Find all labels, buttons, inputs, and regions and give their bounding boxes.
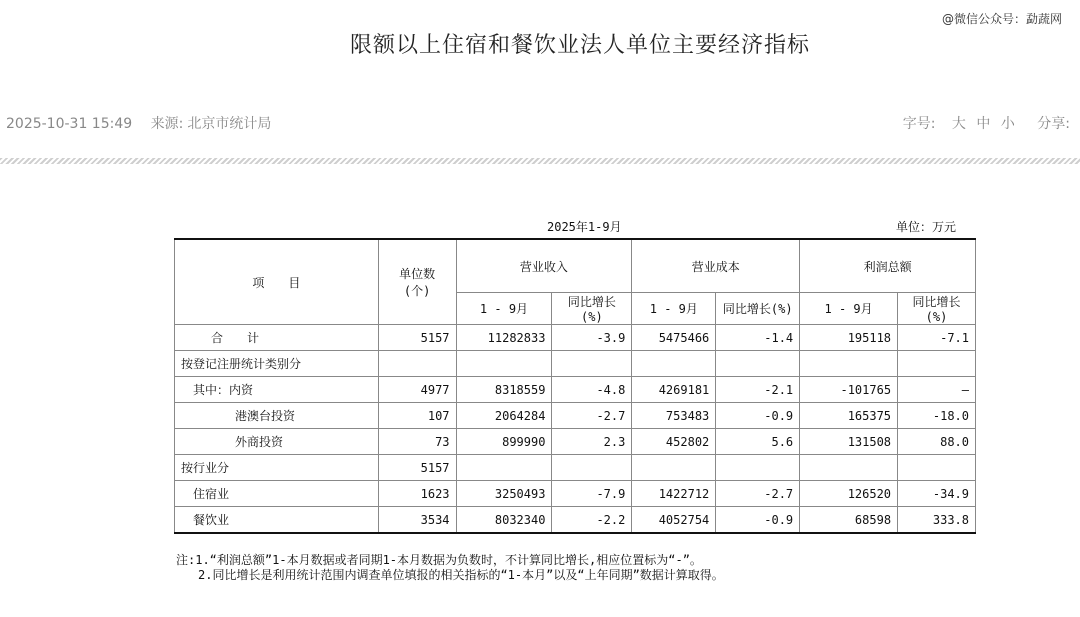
table-row	[175, 507, 976, 534]
header-cost: 营业成本	[632, 239, 800, 293]
cell-profit	[800, 351, 898, 377]
cell-revenue: 899990	[456, 429, 552, 455]
cell-cost-growth: -0.9	[716, 507, 800, 534]
header-units: 单位数 (个)	[378, 239, 456, 325]
cell-cost	[632, 351, 716, 377]
subheader-growth: 同比增长(%)	[898, 293, 976, 325]
cell-units: 5157	[378, 455, 456, 481]
cell-revenue: 8318559	[456, 377, 552, 403]
article-tools	[897, 113, 1070, 133]
section-divider	[0, 158, 1080, 164]
indicator-table	[174, 238, 976, 534]
publish-datetime: 2025-10-31 15:49	[6, 116, 133, 132]
row-label: 合 计	[175, 325, 379, 351]
article-title: 限额以上住宿和餐饮业法人单位主要经济指标	[349, 33, 810, 58]
table-notes	[176, 553, 724, 583]
cell-revenue: 8032340	[456, 507, 552, 534]
cell-units	[378, 351, 456, 377]
cell-profit: 131508	[800, 429, 898, 455]
cell-cost: 4052754	[632, 507, 716, 534]
cell-cost-growth: -1.4	[716, 325, 800, 351]
row-label: 住宿业	[175, 481, 379, 507]
note-2: 2.同比增长是利用统计范围内调查单位填报的相关指标的“1-本月”以及“上年同期”数据计算取得。	[198, 568, 724, 582]
note-1: 注:1.“利润总额”1-本月数据或者同期1-本月数据为负数时，不计算同比增长,相应位置标为“-”。	[176, 553, 702, 567]
table-header-row	[175, 239, 976, 293]
cell-revenue-growth: -7.9	[552, 481, 632, 507]
article-meta	[6, 113, 285, 133]
cell-profit: -101765	[800, 377, 898, 403]
cell-revenue: 2064284	[456, 403, 552, 429]
cell-units: 3534	[378, 507, 456, 534]
cell-profit: 126520	[800, 481, 898, 507]
cell-revenue-growth	[552, 455, 632, 481]
row-label: 按登记注册统计类别分	[175, 351, 379, 377]
font-size-large-button[interactable]: 大	[951, 116, 966, 132]
cell-units: 4977	[378, 377, 456, 403]
subheader-growth: 同比增长(%)	[552, 293, 632, 325]
table-row	[175, 429, 976, 455]
cell-cost-growth: -0.9	[716, 403, 800, 429]
cell-units: 5157	[378, 325, 456, 351]
subheader-period: 1 - 9月	[632, 293, 716, 325]
cell-profit-growth: 88.0	[898, 429, 976, 455]
cell-profit-growth: -18.0	[898, 403, 976, 429]
cell-cost-growth: 5.6	[716, 429, 800, 455]
cell-profit: 195118	[800, 325, 898, 351]
cell-revenue-growth: -4.8	[552, 377, 632, 403]
table-unit: 单位：万元	[895, 220, 956, 234]
table-row	[175, 403, 976, 429]
cell-cost	[632, 455, 716, 481]
watermark: @微信公众号：勐蔬网	[941, 12, 1062, 26]
cell-profit-growth: -34.9	[898, 481, 976, 507]
subheader-period: 1 - 9月	[456, 293, 552, 325]
table-row	[175, 455, 976, 481]
cell-cost-growth	[716, 455, 800, 481]
cell-profit-growth: -7.1	[898, 325, 976, 351]
cell-profit-growth	[898, 455, 976, 481]
cell-revenue-growth: -2.7	[552, 403, 632, 429]
cell-cost: 452802	[632, 429, 716, 455]
cell-revenue	[456, 455, 552, 481]
share-label: 分享:	[1037, 116, 1070, 132]
header-item: 项 目	[175, 239, 379, 325]
subheader-growth: 同比增长(%)	[716, 293, 800, 325]
cell-cost-growth	[716, 351, 800, 377]
table-row	[175, 377, 976, 403]
cell-units: 73	[378, 429, 456, 455]
source-name: 北京市统计局	[187, 116, 272, 132]
cell-profit-growth: 333.8	[898, 507, 976, 534]
row-label: 其中：内资	[175, 377, 379, 403]
cell-cost-growth: -2.1	[716, 377, 800, 403]
cell-revenue-growth: -3.9	[552, 325, 632, 351]
cell-revenue-growth	[552, 351, 632, 377]
font-size-medium-button[interactable]: 中	[976, 116, 991, 132]
table-row	[175, 351, 976, 377]
cell-units: 1623	[378, 481, 456, 507]
table-row	[175, 481, 976, 507]
cell-cost: 1422712	[632, 481, 716, 507]
cell-cost: 5475466	[632, 325, 716, 351]
cell-units: 107	[378, 403, 456, 429]
cell-revenue-growth: 2.3	[552, 429, 632, 455]
cell-profit-growth: —	[898, 377, 976, 403]
header-revenue: 营业收入	[456, 239, 632, 293]
cell-revenue: 3250493	[456, 481, 552, 507]
cell-cost: 753483	[632, 403, 716, 429]
row-label: 餐饮业	[175, 507, 379, 534]
cell-profit: 68598	[800, 507, 898, 534]
cell-cost: 4269181	[632, 377, 716, 403]
subheader-period: 1 - 9月	[800, 293, 898, 325]
cell-profit-growth	[898, 351, 976, 377]
font-size-label: 字号:	[902, 116, 936, 132]
row-label: 按行业分	[175, 455, 379, 481]
cell-revenue: 11282833	[456, 325, 552, 351]
source-label: 来源:	[150, 116, 184, 132]
cell-profit: 165375	[800, 403, 898, 429]
header-profit: 利润总额	[800, 239, 976, 293]
table-row	[175, 325, 976, 351]
cell-profit	[800, 455, 898, 481]
table-period: 2025年1-9月	[547, 220, 622, 234]
cell-revenue-growth: -2.2	[552, 507, 632, 534]
row-label: 港澳台投资	[175, 403, 379, 429]
font-size-small-button[interactable]: 小	[1000, 116, 1015, 132]
cell-cost-growth: -2.7	[716, 481, 800, 507]
cell-revenue	[456, 351, 552, 377]
row-label: 外商投资	[175, 429, 379, 455]
